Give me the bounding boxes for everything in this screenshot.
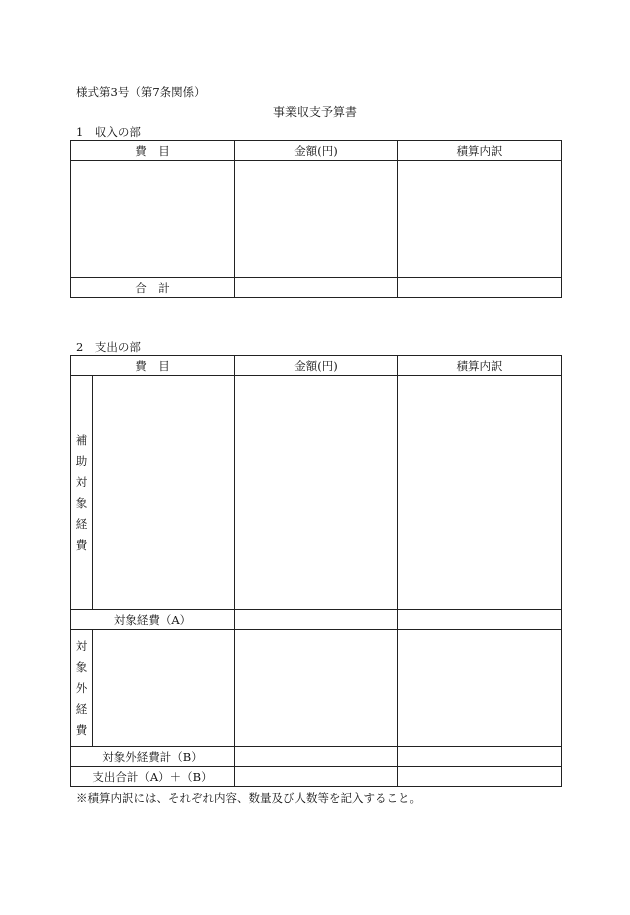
subsidy-item-cell[interactable] <box>93 376 235 610</box>
expense-header-breakdown: 積算内訳 <box>398 356 562 376</box>
subsidy-amount-cell[interactable] <box>235 376 398 610</box>
subsidy-total-breakdown-cell[interactable] <box>398 610 562 630</box>
expense-header-item: 費 目 <box>71 356 235 376</box>
document-title: 事業収支予算書 <box>272 105 357 119</box>
grand-total-breakdown-cell[interactable] <box>398 767 562 787</box>
expense-section-heading: 2 支出の部 <box>76 340 141 354</box>
income-header-amount: 金額(円) <box>235 141 398 161</box>
non-subsidy-total-amount-cell[interactable] <box>235 747 398 767</box>
income-header-breakdown: 積算内訳 <box>398 141 562 161</box>
non-subsidy-total-label: 対象外経費計（B） <box>71 747 235 767</box>
non-subsidy-group-label: 対 象 外 経 費 <box>71 630 93 747</box>
expense-header-amount: 金額(円) <box>235 356 398 376</box>
grand-total-label: 支出合計（A）＋（B） <box>71 767 235 787</box>
non-subsidy-breakdown-cell[interactable] <box>398 630 562 747</box>
subsidy-breakdown-cell[interactable] <box>398 376 562 610</box>
income-table <box>70 140 562 298</box>
non-subsidy-amount-cell[interactable] <box>235 630 398 747</box>
income-total-label: 合 計 <box>71 278 235 298</box>
income-total-amount-cell[interactable] <box>235 278 398 298</box>
income-breakdown-cell[interactable] <box>398 161 562 278</box>
income-header-item: 費 目 <box>71 141 235 161</box>
subsidy-group-label: 補 助 対 象 経 費 <box>71 376 93 610</box>
subsidy-total-label: 対象経費（A） <box>71 610 235 630</box>
income-section-heading: 1 収入の部 <box>76 125 141 139</box>
non-subsidy-item-cell[interactable] <box>93 630 235 747</box>
income-amount-cell[interactable] <box>235 161 398 278</box>
subsidy-total-amount-cell[interactable] <box>235 610 398 630</box>
footnote: ※積算内訳には、それぞれ内容、数量及び人数等を記入すること。 <box>76 791 421 805</box>
grand-total-amount-cell[interactable] <box>235 767 398 787</box>
income-total-breakdown-cell[interactable] <box>398 278 562 298</box>
income-item-cell[interactable] <box>71 161 235 278</box>
expense-table <box>70 355 562 787</box>
non-subsidy-total-breakdown-cell[interactable] <box>398 747 562 767</box>
form-number: 様式第3号（第7条関係） <box>76 85 206 99</box>
